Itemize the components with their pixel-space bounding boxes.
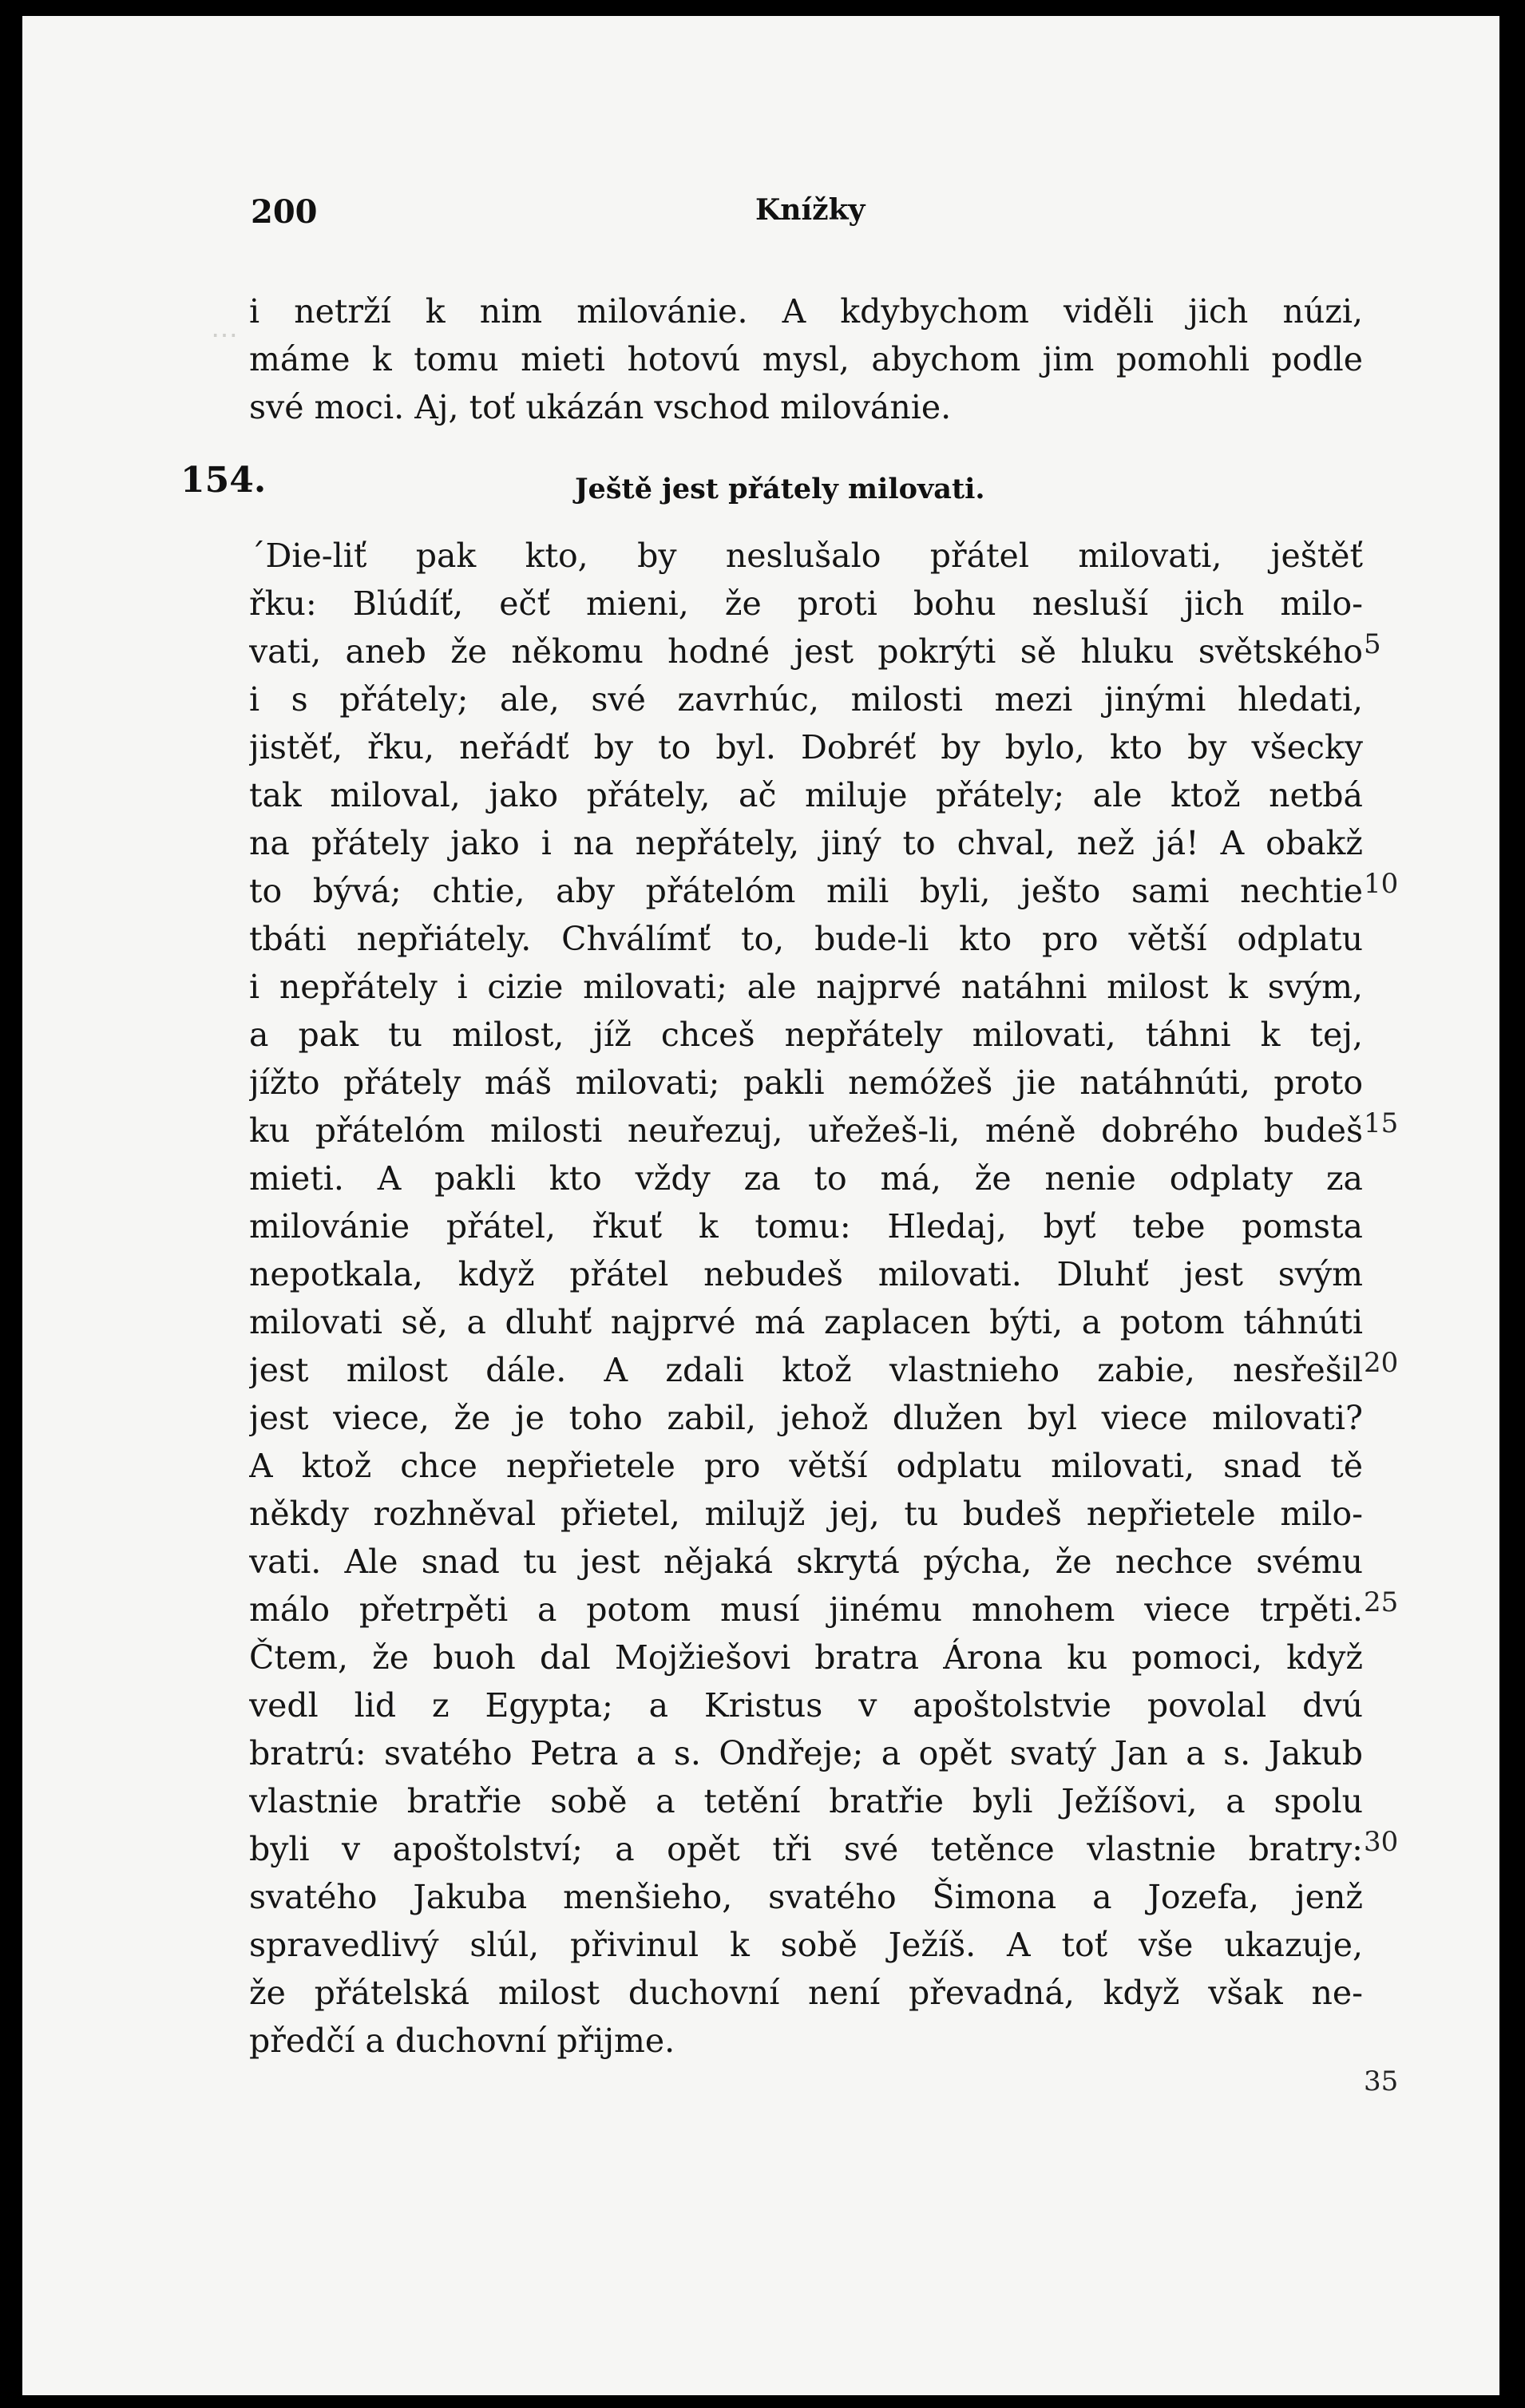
margin-line-number: 10 xyxy=(1364,868,1399,900)
text-line: mieti. A pakli kto vždy za to má, že nenie odplaty za xyxy=(249,1159,1363,1198)
margin-line-number: 30 xyxy=(1364,1826,1399,1858)
text-line: vati. Ale snad tu jest nějaká skrytá pýcha, že nechce svému xyxy=(249,1543,1363,1581)
intro-paragraph xyxy=(249,287,1363,431)
text-line: jest viece, že je toho zabil, jehož dlužen byl viece milovati? xyxy=(249,1399,1363,1437)
page-number: 200 xyxy=(251,193,318,231)
running-title: Knížky xyxy=(755,193,865,227)
text-line: vati, aneb že někomu hodné jest pokrýti sě hluku světského xyxy=(249,632,1363,671)
section-paragraph xyxy=(249,532,1363,2065)
text-line: i nepřátely i cizie milovati; ale najprvé natáhni milost k svým, xyxy=(249,968,1363,1006)
text-line: to bývá; chtie, aby přátelóm mili byli, ješto sami nechtie xyxy=(249,872,1363,910)
text-line: i s přátely; ale, své zavrhúc, milosti mezi jinými hledati, xyxy=(249,680,1363,719)
text-line: vedl lid z Egypta; a Kristus v apoštolstvie povolal dvú xyxy=(249,1686,1363,1725)
margin-line-number: 20 xyxy=(1364,1347,1399,1379)
text-block xyxy=(180,287,1363,2065)
text-line: na přátely jako i na nepřátely, jiný to chval, než já! A obakž xyxy=(249,824,1363,862)
text-line: ´Die-liť pak kto, by neslušalo přátel milovati, ještěť xyxy=(249,537,1363,575)
text-line: jest milost dále. A zdali ktož vlastnieho zabie, nesřešil xyxy=(249,1351,1363,1389)
margin-line-number: 35 xyxy=(1364,2065,1399,2097)
section-heading-row xyxy=(180,431,1363,532)
margin-line-number: 5 xyxy=(1364,628,1381,660)
text-line: milovánie přátel, řkuť k tomu: Hledaj, byť tebe pomsta xyxy=(249,1207,1363,1246)
text-line: tbáti nepřiátely. Chválímť to, bude-li kto pro větší odplatu xyxy=(249,920,1363,958)
text-line: byli v apoštolství; a opět tři své tetěnce vlastnie bratry: xyxy=(249,1830,1363,1868)
text-line: vlastnie bratřie sobě a tetění bratřie byli Ježíšovi, a spolu xyxy=(249,1782,1363,1820)
text-line: řku: Blúdíť, ečť mieni, že proti bohu nesluší jich milo- xyxy=(249,584,1363,623)
text-line: jížto přátely máš milovati; pakli nemóžeš jie natáhnúti, proto xyxy=(249,1063,1363,1102)
margin-line-number: 15 xyxy=(1364,1107,1399,1139)
text-line: své moci. Aj, toť ukázán vschod milovánie. xyxy=(249,388,952,426)
section-number: 154. xyxy=(180,460,267,501)
text-line: nepotkala, když přátel nebudeš milovati. Dluhť jest svým xyxy=(249,1255,1363,1293)
text-line: máme k tomu mieti hotovú mysl, abychom jim pomohli podle xyxy=(249,340,1363,378)
text-line: i netrží k nim milovánie. A kdybychom viděli jich núzi, xyxy=(249,292,1363,331)
text-line: ku přátelóm milosti neuřezuj, uřežeš-li, méně dobrého budeš xyxy=(249,1111,1363,1150)
bleed-through-decoration: ⋯ xyxy=(211,319,238,351)
section-title: Ještě jest přátely milovati. xyxy=(575,473,985,505)
book-page xyxy=(22,16,1499,2395)
text-line: a pak tu milost, jíž chceš nepřátely milovati, táhni k tej, xyxy=(249,1016,1363,1054)
text-line: spravedlivý slúl, přivinul k sobě Ježíš. A toť vše ukazuje, xyxy=(249,1926,1363,1964)
margin-line-number: 25 xyxy=(1364,1586,1399,1618)
text-line: A ktož chce nepřietele pro větší odplatu milovati, snad tě xyxy=(249,1447,1363,1485)
text-line: Čtem, že buoh dal Mojžiešovi bratra Árona ku pomoci, když xyxy=(249,1638,1363,1677)
page-header xyxy=(22,193,1499,241)
text-line: někdy rozhněval přietel, milujž jej, tu budeš nepřietele milo- xyxy=(249,1495,1363,1533)
text-line: jistěť, řku, neřádť by to byl. Dobréť by bylo, kto by všecky xyxy=(249,728,1363,766)
text-line: svatého Jakuba menšieho, svatého Šimona a Jozefa, jenž xyxy=(249,1878,1363,1916)
text-line: tak miloval, jako přátely, ač miluje přátely; ale ktož netbá xyxy=(249,776,1363,814)
text-line: bratrú: svatého Petra a s. Ondřeje; a opět svatý Jan a s. Jakub xyxy=(249,1734,1363,1772)
text-line: málo přetrpěti a potom musí jinému mnohem viece trpěti. xyxy=(249,1590,1363,1629)
text-line: předčí a duchovní přijme. xyxy=(249,2022,675,2060)
text-line: milovati sě, a dluhť najprvé má zaplacen býti, a potom táhnúti xyxy=(249,1303,1363,1341)
text-line: že přátelská milost duchovní není převadná, když však ne- xyxy=(249,1974,1363,2012)
